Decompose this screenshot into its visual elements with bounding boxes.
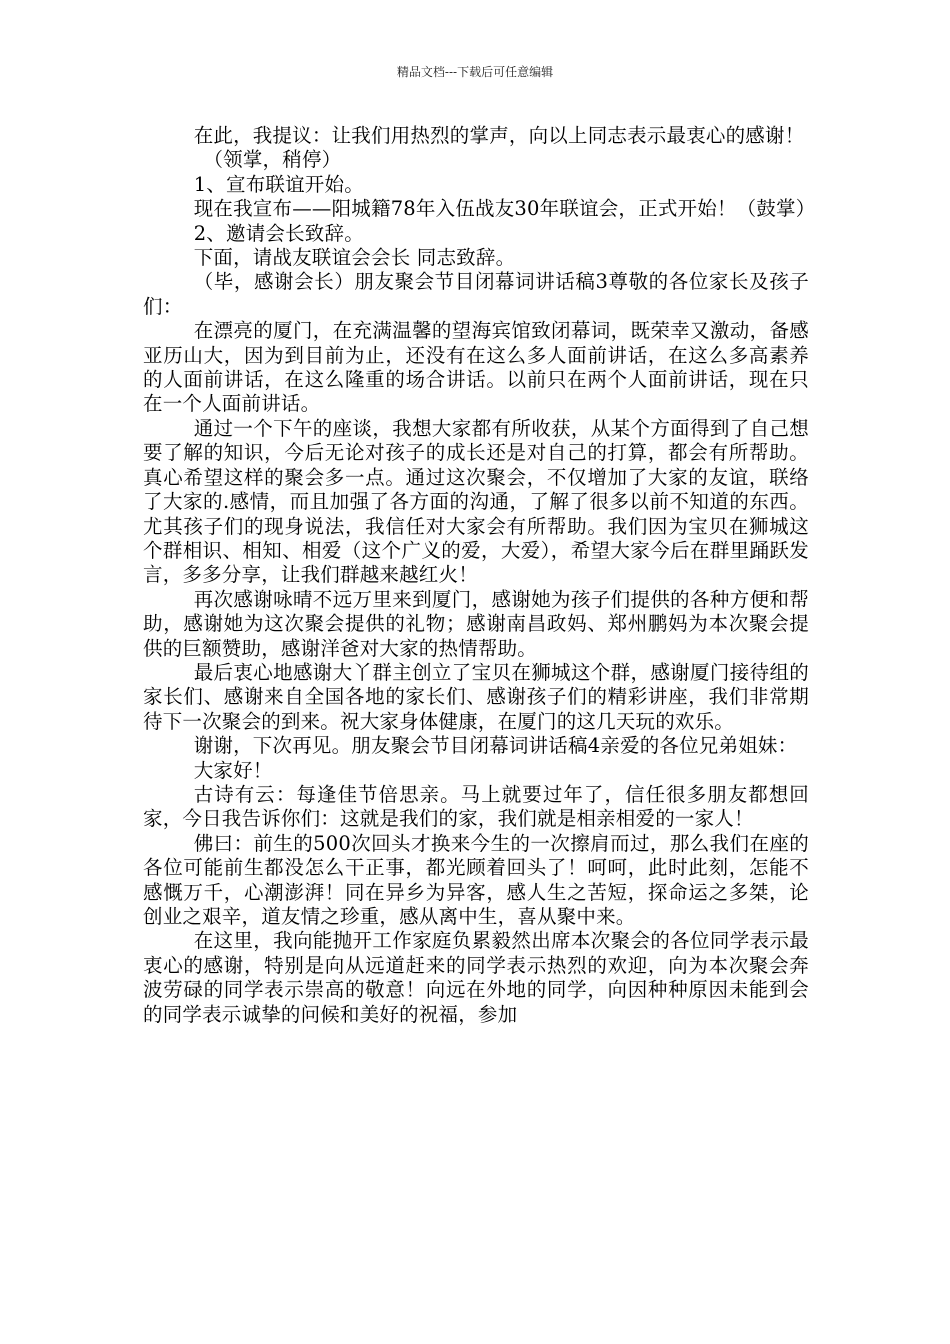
paragraph: 现在我宣布——阳城籍78年入伍战友30年联谊会，正式开始！（鼓掌）: [193, 197, 816, 221]
paragraph: 在漂亮的厦门，在充满温馨的望海宾馆致闭幕词，既荣幸又激动，备感亚历山大，因为到目前为止，还没有在这么多人面前讲话，在这么多高素养的人面前讲话，在这么隆重的场合讲话。以前只在两个人面前讲话，现在只在一个人面前讲话。: [143, 319, 809, 416]
paragraph: 在这里，我向能抛开工作家庭负累毅然出席本次聚会的各位同学表示最衷心的感谢，特别是向从远道赶来的同学表示热烈的欢迎，向为本次聚会奔波劳碌的同学表示崇高的敬意！向远在外地的同学，向因种种原因未能到会的同学表示诚挚的问候和美好的祝福，参加: [143, 929, 809, 1026]
paragraph: 1、宣布联谊开始。: [193, 172, 364, 196]
paragraph: （领掌，稍停）: [203, 148, 342, 172]
paragraph: 再次感谢咏晴不远万里来到厦门，感谢她为孩子们提供的各种方便和帮助，感谢她为这次聚会提供的礼物；感谢南昌政妈、郑州鹏妈为本次聚会提供的巨额赞助，感谢洋爸对大家的热情帮助。: [143, 587, 809, 660]
paragraph: 通过一个下午的座谈，我想大家都有所收获，从某个方面得到了自己想要了解的知识，今后无论对孩子的成长还是对自己的打算，都会有所帮助。真心希望这样的聚会多一点。通过这次聚会，不仅增加了大家的友谊，联络了大家的.感情，而且加强了各方面的沟通，了解了很多以前不知道的东西。尤其孩子们的现身说法，我信任对大家会有所帮助。我们因为宝贝在狮城这个群相识、相知、相爱（这个广义的爱，大爱），希望大家今后在群里踊跃发言，多多分享，让我们群越来越红火！: [143, 416, 809, 587]
document-body: [143, 124, 816, 1027]
paragraph: 在此，我提议：让我们用热烈的掌声，向以上同志表示最衷心的感谢！: [193, 124, 805, 147]
paragraph: 2、邀请会长致辞。: [193, 221, 364, 245]
paragraph: （毕，感谢会长）朋友聚会节目闭幕词讲话稿3尊敬的各位家长及孩子们：: [143, 270, 809, 318]
paragraph: 大家好！: [193, 758, 273, 782]
paragraph: 佛曰：前生的500次回头才换来今生的一次擦肩而过，那么我们在座的各位可能前生都没怎么干正事，都光顾着回头了！呵呵，此时此刻，怎能不感慨万千，心潮澎湃！同在异乡为异客，感人生之苦短，探命运之多桀，论创业之艰辛，道友情之珍重，感从离中生，喜从聚中来。: [143, 831, 809, 928]
paragraph: 下面，请战友联谊会会长 同志致辞。: [193, 246, 516, 270]
paragraph: 古诗有云：每逢佳节倍思亲。马上就要过年了，信任很多朋友都想回家，今日我告诉你们：这就是我们的家，我们就是相亲相爱的一家人！: [143, 782, 809, 831]
page-header: 精品文档---下载后可任意编辑: [396, 65, 554, 79]
paragraph: 谢谢，下次再见。朋友聚会节目闭幕词讲话稿4亲爱的各位兄弟姐妹：: [193, 734, 798, 758]
paragraph: 最后衷心地感谢大丫群主创立了宝贝在狮城这个群，感谢厦门接待组的家长们、感谢来自全国各地的家长们、感谢孩子们的精彩讲座，我们非常期待下一次聚会的到来。祝大家身体健康，在厦门的这几天玩的欢乐。: [143, 660, 809, 733]
